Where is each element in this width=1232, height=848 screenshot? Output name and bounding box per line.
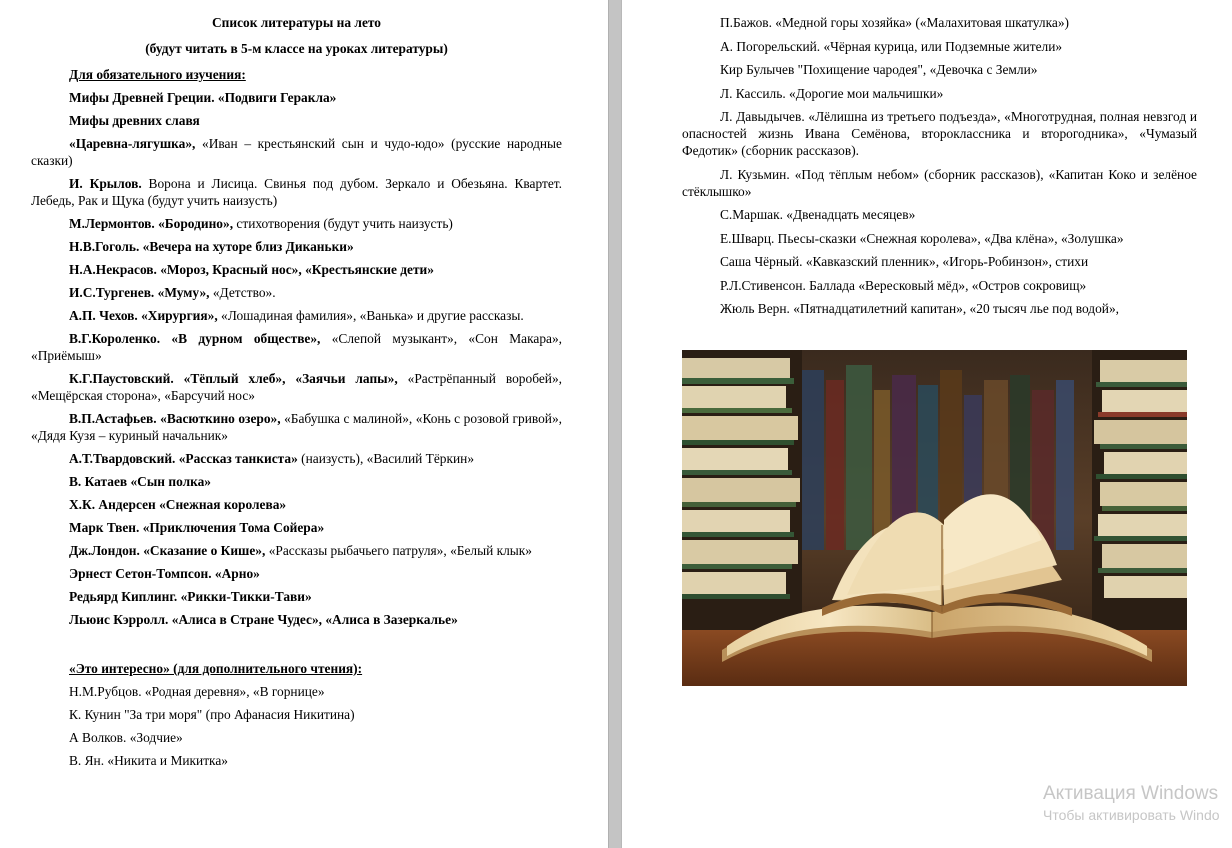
- list-item: Н.М.Рубцов. «Родная деревня», «В горнице»: [69, 684, 325, 699]
- list-item: Л. Давыдычев. «Лёлишна из третьего подъезда», «Многотрудная, полная невзгод и опасностей жизнь Ивана Семёнова, второклассника и второгодника», «Чумазый Федотик» (сборник рассказов).: [682, 109, 1197, 158]
- document-subtitle: (будут читать в 5-м классе на уроках литературы): [145, 41, 448, 56]
- watermark-title: Активация Windows: [1043, 783, 1219, 804]
- list-item: С.Маршак. «Двенадцать месяцев»: [720, 207, 916, 222]
- list-item: Саша Чёрный. «Кавказский пленник», «Игорь-Робинзон», стихи: [720, 254, 1089, 269]
- list-item: Л. Кузьмин. «Под тёплым небом» (сборник рассказов), «Капитан Коко и зелёное стёклышко»: [682, 166, 1197, 199]
- list-item: К. Кунин "За три моря" (про Афанасия Никитина): [69, 707, 355, 722]
- list-item: Жюль Верн. «Пятнадцатилетний капитан», «20 тысяч лье под водой»,: [720, 301, 1119, 316]
- watermark-subtitle: Чтобы активировать Windo: [1043, 807, 1220, 823]
- list-item: В. Катаев «Сын полка»: [69, 474, 212, 489]
- open-books-photo: [682, 350, 1187, 686]
- list-item: Мифы Древней Греции. «Подвиги Геракла»: [69, 90, 337, 105]
- list-item: М.Лермонтов. «Бородино», стихотворения (будут учить наизусть): [69, 216, 453, 231]
- section-required-heading: Для обязательного изучения:: [69, 67, 246, 82]
- list-item: П.Бажов. «Медной горы хозяйка» («Малахитовая шкатулка»): [720, 15, 1069, 30]
- list-item: Льюис Кэрролл. «Алиса в Стране Чудес», «Алиса в Зазеркалье»: [69, 612, 458, 627]
- list-item: Кир Булычев "Похищение чародея", «Девочка с Земли»: [720, 62, 1038, 77]
- list-item: А.П. Чехов. «Хирургия», «Лошадиная фамилия», «Ванька» и другие рассказы.: [69, 308, 524, 323]
- list-item: Эрнест Сетон-Томпсон. «Арно»: [69, 566, 260, 581]
- document-title: Список литературы на лето: [211, 15, 381, 30]
- list-item: Редьярд Киплинг. «Рикки-Тикки-Тави»: [69, 589, 312, 604]
- list-item: Н.А.Некрасов. «Мороз, Красный нос», «Крестьянские дети»: [69, 262, 434, 277]
- list-item: Н.В.Гоголь. «Вечера на хуторе близ Диканьки»: [69, 239, 354, 254]
- list-item: Марк Твен. «Приключения Тома Сойера»: [69, 520, 325, 535]
- list-item: А Волков. «Зодчие»: [69, 730, 183, 745]
- spacer: [31, 634, 562, 660]
- list-item: В.П.Астафьев. «Васюткино озеро», «Бабушка с малиной», «Конь с розовой гривой», «Дядя Кузя – куриный начальник»: [31, 411, 562, 443]
- list-item: К.Г.Паустовский. «Тёплый хлеб», «Заячьи лапы», «Растрёпанный воробей», «Мещёрская сторона», «Барсучий нос»: [31, 371, 562, 403]
- right-page-content: [682, 14, 1197, 324]
- list-item: И. Крылов. Ворона и Лисица. Свинья под дубом. Зеркало и Обезьяна. Квартет. Лебедь, Рак и Щука (будут учить наизусть): [31, 176, 562, 208]
- list-item: Е.Шварц. Пьесы-сказки «Снежная королева», «Два клёна», «Золушка»: [720, 230, 1124, 246]
- list-item: А. Погорельский. «Чёрная курица, или Подземные жители»: [720, 38, 1063, 54]
- section-extra-heading: «Это интересно» (для дополнительного чтения):: [69, 661, 363, 676]
- windows-activation-watermark: [1043, 783, 1220, 824]
- list-item: «Царевна-лягушка», «Иван – крестьянский сын и чудо-юдо» (русские народные сказки): [31, 136, 562, 168]
- left-page-content: [31, 14, 562, 775]
- list-item: Р.Л.Стивенсон. Баллада «Вересковый мёд», «Остров сокровищ»: [720, 277, 1087, 293]
- list-item: А.Т.Твардовский. «Рассказ танкиста» (наизусть), «Василий Тёркин»: [69, 451, 475, 466]
- list-item: Мифы древних славя: [69, 113, 200, 128]
- list-item: И.С.Тургенев. «Муму», «Детство».: [69, 285, 276, 300]
- list-item: Дж.Лондон. «Сказание о Кише», «Рассказы рыбачьего патруля», «Белый клык»: [69, 543, 532, 558]
- page-gutter: [608, 0, 622, 848]
- list-item: Х.К. Андерсен «Снежная королева»: [69, 497, 287, 512]
- list-item: В.Г.Короленко. «В дурном обществе», «Слепой музыкант», «Сон Макара», «Приёмыш»: [31, 331, 563, 363]
- list-item: Л. Кассиль. «Дорогие мои мальчишки»: [720, 85, 944, 101]
- list-item: В. Ян. «Никита и Микитка»: [69, 753, 228, 768]
